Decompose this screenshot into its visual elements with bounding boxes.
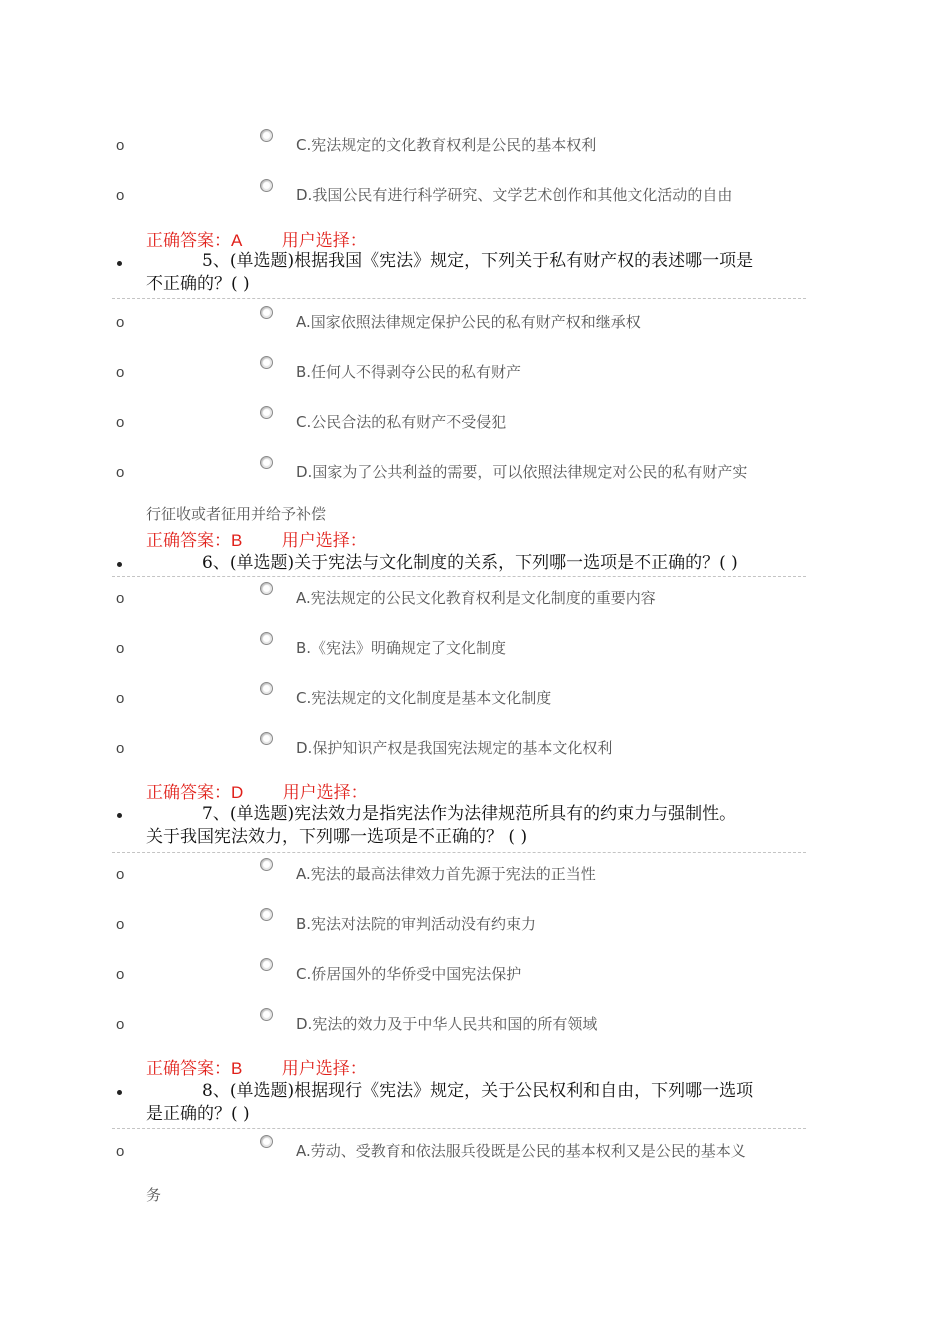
answer-line (146, 778, 368, 803)
list-marker: o (116, 364, 125, 381)
list-marker: o (116, 590, 125, 607)
user-choice-label: 用户选择： (281, 231, 367, 251)
question-6 (146, 552, 810, 575)
correct-answer-label: 正确答案：A (146, 231, 243, 251)
option-c[interactable]: C.宪法规定的文化制度是基本文化制度 (296, 689, 552, 707)
option-a[interactable]: A.劳动、受教育和依法服兵役既是公民的基本权利又是公民的基本义 (296, 1142, 746, 1160)
option-d[interactable]: D.我国公民有进行科学研究、文学艺术创作和其他文化活动的自由 (296, 186, 733, 204)
list-marker: o (116, 414, 125, 431)
user-choice-label: 用户选择： (282, 783, 368, 803)
option-a[interactable]: A.宪法规定的公民文化教育权利是文化制度的重要内容 (296, 589, 656, 607)
option-c[interactable]: C.宪法规定的文化教育权利是公民的基本权利 (296, 136, 597, 154)
list-marker: o (116, 137, 125, 154)
bullet-dot (117, 261, 122, 266)
separator (112, 576, 806, 577)
radio-button[interactable] (260, 1135, 273, 1148)
bullet-dot (117, 1090, 122, 1095)
separator (112, 852, 806, 853)
question-5 (146, 250, 810, 296)
list-marker: o (116, 1143, 125, 1160)
option-c[interactable]: C.侨居国外的华侨受中国宪法保护 (296, 965, 522, 983)
list-marker: o (116, 866, 125, 883)
list-marker: o (116, 740, 125, 757)
question-7 (146, 803, 810, 849)
question-text-cont: 关于我国宪法效力，下列哪一选项是不正确的？ ( ) (146, 827, 528, 847)
question-text-cont: 是正确的？( ) (146, 1104, 250, 1124)
list-marker: o (116, 464, 125, 481)
option-d-continued: 行征收或者征用并给予补偿 (146, 505, 327, 523)
radio-button[interactable] (260, 732, 273, 745)
radio-button[interactable] (260, 958, 273, 971)
option-d[interactable]: D.保护知识产权是我国宪法规定的基本文化权利 (296, 739, 613, 757)
answer-line (146, 226, 367, 251)
separator (112, 1128, 806, 1129)
option-c[interactable]: C.公民合法的私有财产不受侵犯 (296, 413, 507, 431)
question-text: 6、(单选题)关于宪法与文化制度的关系，下列哪一选项是不正确的？( ) (202, 553, 738, 573)
user-choice-label: 用户选择： (281, 1059, 367, 1079)
answer-line (146, 1054, 367, 1079)
correct-answer-label: 正确答案：B (146, 531, 243, 551)
radio-button[interactable] (260, 306, 273, 319)
radio-button[interactable] (260, 682, 273, 695)
answer-line (146, 526, 367, 551)
radio-button[interactable] (260, 582, 273, 595)
question-8 (146, 1080, 810, 1126)
correct-answer-value: B (231, 531, 243, 550)
question-text: 8、(单选题)根据现行《宪法》规定，关于公民权利和自由，下列哪一选项 (202, 1081, 754, 1101)
list-marker: o (116, 314, 125, 331)
radio-button[interactable] (260, 1008, 273, 1021)
radio-button[interactable] (260, 129, 273, 142)
radio-button[interactable] (260, 632, 273, 645)
list-marker: o (116, 1016, 125, 1033)
list-marker: o (116, 690, 125, 707)
bullet-dot (117, 813, 122, 818)
list-marker: o (116, 916, 125, 933)
correct-answer-value: B (231, 1059, 243, 1078)
option-b[interactable]: B.宪法对法院的审判活动没有约束力 (296, 915, 537, 933)
option-a-continued: 务 (146, 1186, 162, 1204)
user-choice-label: 用户选择： (281, 531, 367, 551)
question-text: 7、(单选题)宪法效力是指宪法作为法律规范所具有的约束力与强制性。 (202, 804, 737, 824)
correct-answer-label: 正确答案：D (146, 783, 244, 803)
radio-button[interactable] (260, 858, 273, 871)
radio-button[interactable] (260, 179, 273, 192)
radio-button[interactable] (260, 406, 273, 419)
question-text: 5、(单选题)根据我国《宪法》规定，下列关于私有财产权的表述哪一项是 (202, 251, 754, 271)
correct-answer-label: 正确答案：B (146, 1059, 243, 1079)
option-d[interactable]: D.国家为了公共利益的需要，可以依照法律规定对公民的私有财产实 (296, 463, 748, 481)
separator (112, 298, 806, 299)
radio-button[interactable] (260, 456, 273, 469)
option-a[interactable]: A.国家依照法律规定保护公民的私有财产权和继承权 (296, 313, 641, 331)
question-text-cont: 不正确的？( ) (146, 274, 250, 294)
radio-button[interactable] (260, 908, 273, 921)
bullet-dot (117, 562, 122, 567)
correct-answer-value: D (231, 783, 244, 802)
option-d[interactable]: D.宪法的效力及于中华人民共和国的所有领域 (296, 1015, 598, 1033)
list-marker: o (116, 187, 125, 204)
list-marker: o (116, 640, 125, 657)
option-b[interactable]: B.任何人不得剥夺公民的私有财产 (296, 363, 522, 381)
list-marker: o (116, 966, 125, 983)
option-b[interactable]: B.《宪法》明确规定了文化制度 (296, 639, 507, 657)
option-a[interactable]: A.宪法的最高法律效力首先源于宪法的正当性 (296, 865, 596, 883)
correct-answer-value: A (231, 231, 243, 250)
radio-button[interactable] (260, 356, 273, 369)
